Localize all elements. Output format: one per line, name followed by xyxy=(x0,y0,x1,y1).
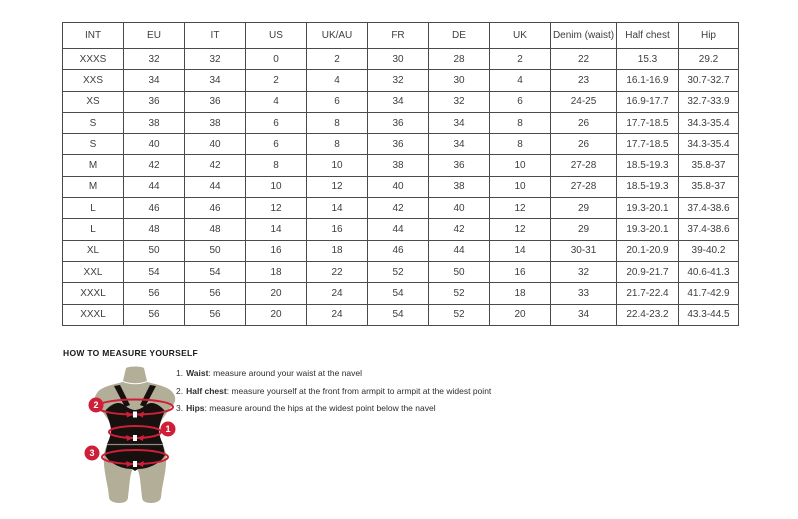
size-cell: 16 xyxy=(307,219,368,240)
size-cell: XS xyxy=(63,91,124,112)
size-cell: 22.4-23.2 xyxy=(617,304,679,325)
size-cell: 4 xyxy=(490,70,551,91)
step-number: 1. xyxy=(176,368,184,378)
size-cell: 43.3-44.5 xyxy=(679,304,739,325)
table-row xyxy=(63,304,739,325)
size-cell: 26 xyxy=(551,134,617,155)
size-cell: 34 xyxy=(551,304,617,325)
size-cell: 38 xyxy=(368,155,429,176)
size-cell: 20.1-20.9 xyxy=(617,240,679,261)
size-cell: 32 xyxy=(429,91,490,112)
size-cell: M xyxy=(63,176,124,197)
size-cell: M xyxy=(63,155,124,176)
size-cell: 14 xyxy=(307,198,368,219)
column-header: IT xyxy=(185,23,246,49)
size-cell: 54 xyxy=(185,261,246,282)
size-cell: 34.3-35.4 xyxy=(679,134,739,155)
step-text: : measure around your waist at the navel xyxy=(208,368,363,378)
size-cell: 20 xyxy=(246,283,307,304)
size-cell: 40 xyxy=(429,198,490,219)
size-cell: 48 xyxy=(124,219,185,240)
size-cell: 14 xyxy=(490,240,551,261)
size-cell: 12 xyxy=(307,176,368,197)
size-cell: 32.7-33.9 xyxy=(679,91,739,112)
size-cell: XXXL xyxy=(63,283,124,304)
size-cell: 29.2 xyxy=(679,49,739,70)
size-cell: 38 xyxy=(185,112,246,133)
step-label: Waist xyxy=(186,368,209,378)
measure-step xyxy=(176,403,491,413)
size-cell: S xyxy=(63,112,124,133)
size-cell: 46 xyxy=(124,198,185,219)
size-cell: 33 xyxy=(551,283,617,304)
size-cell: 35.8-37 xyxy=(679,155,739,176)
size-cell: 56 xyxy=(124,283,185,304)
size-cell: 22 xyxy=(307,261,368,282)
size-cell: 2 xyxy=(307,49,368,70)
size-cell: 18 xyxy=(246,261,307,282)
table-row xyxy=(63,283,739,304)
size-cell: 30-31 xyxy=(551,240,617,261)
table-row xyxy=(63,240,739,261)
size-table-header xyxy=(63,23,739,49)
table-row xyxy=(63,112,739,133)
size-cell: 36 xyxy=(368,112,429,133)
size-cell: XXXL xyxy=(63,304,124,325)
size-cell: 52 xyxy=(368,261,429,282)
size-cell: 19.3-20.1 xyxy=(617,198,679,219)
size-cell: 23 xyxy=(551,70,617,91)
size-cell: 39-40.2 xyxy=(679,240,739,261)
size-cell: 16.9-17.7 xyxy=(617,91,679,112)
size-cell: 40 xyxy=(185,134,246,155)
size-cell: 38 xyxy=(124,112,185,133)
size-cell: 52 xyxy=(429,283,490,304)
size-cell: 10 xyxy=(307,155,368,176)
step-number: 2. xyxy=(176,385,184,396)
size-cell: 8 xyxy=(307,134,368,155)
size-table xyxy=(62,22,739,326)
size-cell: XXXS xyxy=(63,49,124,70)
size-cell: 15.3 xyxy=(617,49,679,70)
size-cell: 42 xyxy=(124,155,185,176)
size-cell: 28 xyxy=(429,49,490,70)
column-header: EU xyxy=(124,23,185,49)
size-cell: 44 xyxy=(429,240,490,261)
size-cell: 27-28 xyxy=(551,155,617,176)
size-cell: 34 xyxy=(185,70,246,91)
table-row xyxy=(63,219,739,240)
size-cell: 32 xyxy=(185,49,246,70)
size-cell: 44 xyxy=(185,176,246,197)
size-cell: 29 xyxy=(551,198,617,219)
size-cell: 37.4-38.6 xyxy=(679,198,739,219)
size-cell: 40 xyxy=(124,134,185,155)
size-cell: 34.3-35.4 xyxy=(679,112,739,133)
size-cell: 52 xyxy=(429,304,490,325)
size-cell: 34 xyxy=(368,91,429,112)
step-label: Hips xyxy=(186,403,205,413)
size-cell: 24-25 xyxy=(551,91,617,112)
size-cell: 42 xyxy=(368,198,429,219)
size-cell: 0 xyxy=(246,49,307,70)
measure-step xyxy=(176,368,491,378)
size-cell: 35.8-37 xyxy=(679,176,739,197)
size-cell: XL xyxy=(63,240,124,261)
size-cell: 10 xyxy=(490,176,551,197)
table-row xyxy=(63,176,739,197)
size-cell: 40 xyxy=(368,176,429,197)
size-cell: 6 xyxy=(246,112,307,133)
size-cell: 6 xyxy=(246,134,307,155)
size-cell: 22 xyxy=(551,49,617,70)
size-cell: 21.7-22.4 xyxy=(617,283,679,304)
size-cell: 36 xyxy=(429,155,490,176)
size-cell: 46 xyxy=(185,198,246,219)
size-cell: 12 xyxy=(490,219,551,240)
badge-hip-number: 3 xyxy=(89,448,95,458)
size-cell: 54 xyxy=(368,283,429,304)
size-cell: 12 xyxy=(490,198,551,219)
size-cell: 20 xyxy=(490,304,551,325)
size-cell: 38 xyxy=(429,176,490,197)
size-cell: 30 xyxy=(429,70,490,91)
size-cell: 48 xyxy=(185,219,246,240)
size-table-header-row xyxy=(63,23,739,49)
table-row xyxy=(63,198,739,219)
table-row xyxy=(63,134,739,155)
size-cell: 26 xyxy=(551,112,617,133)
size-cell: 50 xyxy=(185,240,246,261)
size-cell: XXS xyxy=(63,70,124,91)
size-chart-table xyxy=(62,22,739,326)
size-cell: 36 xyxy=(368,134,429,155)
measure-title: HOW TO MEASURE YOURSELF xyxy=(63,348,199,358)
column-header: DE xyxy=(429,23,490,49)
size-cell: 32 xyxy=(124,49,185,70)
size-cell: 20.9-21.7 xyxy=(617,261,679,282)
size-cell: 37.4-38.6 xyxy=(679,219,739,240)
step-text: : measure yourself at the front from armpit to armpit at the widest point xyxy=(226,385,492,396)
size-cell: 41.7-42.9 xyxy=(679,283,739,304)
size-cell: 32 xyxy=(368,70,429,91)
column-header: UK xyxy=(490,23,551,49)
column-header: Denim (waist) xyxy=(551,23,617,49)
badge-waist-number: 1 xyxy=(165,424,171,434)
table-row xyxy=(63,91,739,112)
size-cell: 18.5-19.3 xyxy=(617,155,679,176)
step-number: 3. xyxy=(176,403,184,413)
size-cell: 40.6-41.3 xyxy=(679,261,739,282)
size-cell: 46 xyxy=(368,240,429,261)
size-cell: 4 xyxy=(246,91,307,112)
size-cell: 34 xyxy=(429,112,490,133)
column-header: Half chest xyxy=(617,23,679,49)
size-cell: 44 xyxy=(368,219,429,240)
size-cell: 24 xyxy=(307,304,368,325)
step-label: Half chest xyxy=(186,385,227,396)
measure-step xyxy=(176,386,491,396)
size-cell: 30 xyxy=(368,49,429,70)
size-cell: 6 xyxy=(490,91,551,112)
size-cell: 6 xyxy=(307,91,368,112)
column-header: INT xyxy=(63,23,124,49)
size-cell: 56 xyxy=(185,283,246,304)
size-cell: 16 xyxy=(490,261,551,282)
size-cell: 54 xyxy=(124,261,185,282)
size-cell: 18.5-19.3 xyxy=(617,176,679,197)
size-cell: 44 xyxy=(124,176,185,197)
size-cell: 16.1-16.9 xyxy=(617,70,679,91)
size-cell: 18 xyxy=(490,283,551,304)
size-cell: 16 xyxy=(246,240,307,261)
measure-steps xyxy=(176,368,491,421)
size-cell: 10 xyxy=(246,176,307,197)
size-cell: 8 xyxy=(490,134,551,155)
size-cell: 32 xyxy=(551,261,617,282)
size-cell: 34 xyxy=(124,70,185,91)
size-cell: 8 xyxy=(307,112,368,133)
size-cell: 14 xyxy=(246,219,307,240)
table-row xyxy=(63,155,739,176)
size-cell: 50 xyxy=(124,240,185,261)
size-cell: 24 xyxy=(307,283,368,304)
size-cell: 36 xyxy=(124,91,185,112)
size-cell: 4 xyxy=(307,70,368,91)
size-cell: 56 xyxy=(185,304,246,325)
size-cell: 36 xyxy=(185,91,246,112)
size-cell: 17.7-18.5 xyxy=(617,134,679,155)
size-cell: 42 xyxy=(429,219,490,240)
column-header: US xyxy=(246,23,307,49)
column-header: UK/AU xyxy=(307,23,368,49)
size-cell: 54 xyxy=(368,304,429,325)
table-row xyxy=(63,70,739,91)
size-cell: 27-28 xyxy=(551,176,617,197)
size-cell: 30.7-32.7 xyxy=(679,70,739,91)
size-cell: 20 xyxy=(246,304,307,325)
table-row xyxy=(63,49,739,70)
size-cell: 19.3-20.1 xyxy=(617,219,679,240)
mannequin-illustration xyxy=(75,365,190,515)
size-cell: 18 xyxy=(307,240,368,261)
size-cell: 17.7-18.5 xyxy=(617,112,679,133)
table-row xyxy=(63,261,739,282)
size-cell: 12 xyxy=(246,198,307,219)
size-cell: 8 xyxy=(490,112,551,133)
column-header: Hip xyxy=(679,23,739,49)
size-cell: L xyxy=(63,198,124,219)
size-table-body xyxy=(63,49,739,326)
size-cell: S xyxy=(63,134,124,155)
size-cell: 42 xyxy=(185,155,246,176)
size-cell: 34 xyxy=(429,134,490,155)
measurement-figure xyxy=(75,365,190,515)
size-cell: 10 xyxy=(490,155,551,176)
size-cell: L xyxy=(63,219,124,240)
size-cell: 29 xyxy=(551,219,617,240)
badge-chest-number: 2 xyxy=(93,400,99,410)
size-cell: 56 xyxy=(124,304,185,325)
column-header: FR xyxy=(368,23,429,49)
size-cell: XXL xyxy=(63,261,124,282)
step-text: : measure around the hips at the widest point below the navel xyxy=(204,403,436,413)
size-cell: 50 xyxy=(429,261,490,282)
size-cell: 8 xyxy=(246,155,307,176)
size-cell: 2 xyxy=(246,70,307,91)
size-cell: 2 xyxy=(490,49,551,70)
